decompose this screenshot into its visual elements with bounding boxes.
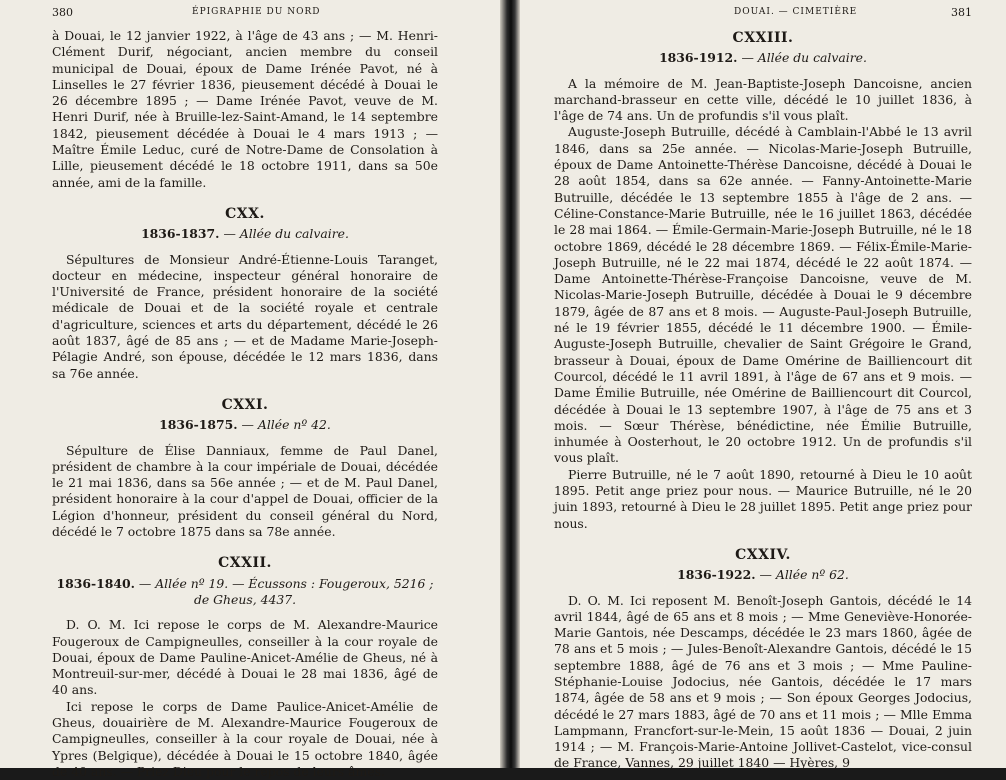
left-running-title: ÉPIGRAPHIE DU NORD	[192, 7, 321, 17]
section-heading-cxx	[52, 226, 438, 242]
section-location: — Allée nº 19. — Écussons : Fougeroux, 5216 ; de Gheus, 4437.	[134, 575, 434, 607]
section-location: — Allée du calvaire.	[219, 226, 349, 242]
section-paragraph: Sépulture de Élise Danniaux, femme de Paul Danel, président de chambre à la cour impériale de Douai, décédée le 21 mai 1836, dans sa 56e année ; — et de M. Paul Danel, président honoraire à la cour d'appel de Douai, officier de la Légion d'honneur, président du conseil général du Nord, décédé le 7 octobre 1875 dans sa 78e année.	[52, 442, 438, 540]
section-paragraph: Pierre Butruille, né le 7 août 1890, retourné à Dieu le 10 août 1895. Petit ange priez pour nous. — Maurice Butruille, né le 20 juin 1893, retourné à Dieu le 28 juillet 1895. Petit ange priez pour nous.	[554, 466, 972, 531]
section-number-cxxiii: CXXIII.	[732, 30, 794, 46]
section-heading-cxxiv	[554, 567, 972, 583]
section-paragraph: D. O. M. Ici reposent M. Benoît-Joseph Gantois, décédé le 14 avril 1844, âgé de 65 ans et 8 mois ; — Mme Geneviève-Honorée-Marie Gantois, née Descamps, décédée le 23 mars 1860, âgée de 78 ans et 5 mois ; — Jules-Benoît-Alexandre Gantois, décédé le 15 septembre 1888, âgé de 76 ans et 3 mois ; — Mme Pauline-Stéphanie-Louise Jodocius, née Gantois, décédée le 17 mars 1874, âgée de 58 ans et 9 mois ; — Son époux Georges Jodocius, décédé le 27 mars 1883, âgé de 70 ans et 11 mois ; — Mlle Emma Lampmann, Francfort-sur-le-Mein, 15 août 1836 — Douai, 2 juin 1914 ; — M. François-Marie-Antoine Jollivet-Castelot, vice-consul de France, Vannes, 29 juillet 1840 — Hyères, 9	[554, 592, 972, 771]
section-years: 1836-1922.	[677, 567, 756, 583]
section-location: — Allée nº 62.	[755, 567, 849, 583]
intro-paragraph: à Douai, le 12 janvier 1922, à l'âge de 43 ans ; — M. Henri-Clément Durif, négociant, ancien membre du conseil municipal de Douai, époux de Dame Irénée Pavot, né à Linselles le 27 février 1836, pieusement décédé à Douai le 26 décembre 1895 ; — Dame Irénée Pavot, veuve de M. Henri Durif, née à Bruille-lez-Saint-Amand, le 14 septembre 1842, pieusement décédée à Douai le 4 mars 1913 ; — Maître Émile Leduc, curé de Notre-Dame de Consolation à Lille, pieusement décédé le 18 octobre 1911, dans sa 50e année, ami de la famille.	[52, 28, 438, 190]
right-page-text	[554, 30, 972, 772]
section-paragraph: A la mémoire de M. Jean-Baptiste-Joseph Dancoisne, ancien marchand-brasseur en cette ville, décédé le 10 juillet 1836, à l'âge de 74 ans. Un de profundis s'il vous plaît.	[554, 75, 972, 124]
right-running-title: DOUAI. — CIMETIÈRE	[734, 7, 858, 17]
section-years: 1836-1875.	[159, 417, 238, 433]
section-years: 1836-1840.	[56, 575, 135, 591]
right-page	[520, 0, 1006, 771]
section-location: — Allée du calvaire.	[737, 50, 867, 66]
section-heading-cxxiii	[554, 50, 972, 66]
section-heading-cxxi	[52, 417, 438, 433]
section-years: 1836-1837.	[141, 226, 220, 242]
left-page	[0, 0, 500, 779]
section-years: 1836-1912.	[659, 50, 738, 66]
section-number-cxxii: CXXII.	[218, 555, 272, 572]
section-number-cxxi: CXXI.	[221, 396, 269, 413]
section-paragraph: Ici repose le corps de Dame Paulice-Anicet-Amélie de Gheus, douairière de M. Alexandre-Maurice Fougeroux de Campigneulles, conseiller à la cour royale de Douai, née à Ypres (Belgique), décédée à Douai le 15 octobre 1840, âgée de 40 ans. — Priez Dieu pour le repos de leurs âmes.	[52, 698, 438, 779]
book-gutter	[500, 0, 520, 768]
right-page-number: 381	[951, 6, 972, 19]
section-number-cxx: CXX.	[225, 205, 265, 222]
left-page-text	[52, 28, 438, 780]
left-running-head	[52, 6, 438, 28]
left-page-number: 380	[52, 6, 73, 19]
section-paragraph: D. O. M. Ici repose le corps de M. Alexandre-Maurice Fougeroux de Campigneulles, conseiller à la cour royale de Douai, époux de Dame Pauline-Anicet-Amélie de Gheus, né à Montreuil-sur-mer, décédé à Douai le 28 mai 1836, âgé de 40 ans.	[52, 617, 438, 698]
section-heading-cxxii	[52, 576, 438, 609]
section-paragraph: Auguste-Joseph Butruille, décédé à Camblain-l'Abbé le 13 avril 1846, dans sa 25e année. — Nicolas-Marie-Joseph Butruille, époux de Dame Antoinette-Thérèse Dancoisne, décédé à Douai le 28 août 1854, dans sa 62e année. — Fanny-Antoinette-Marie Butruille, décédée le 13 septembre 1855 à l'âge de 2 ans. — Céline-Constance-Marie Butruille, née le 16 juillet 1863, décédée le 28 mai 1864. — Émile-Germain-Marie-Joseph Butruille, né le 18 octobre 1869, décédé le 28 décembre 1869. — Félix-Émile-Marie-Joseph Butruille, né le 22 mai 1874, décédé le 22 août 1874. — Dame Antoinette-Thérèse-Françoise Dancoisne, veuve de M. Nicolas-Marie-Joseph Butruille, décédée à Douai le 9 décembre 1879, âgée de 87 ans et 8 mois. — Auguste-Paul-Joseph Butruille, né le 19 février 1855, décédé le 11 décembre 1900. — Émile-Auguste-Joseph Butruille, chevalier de Saint Grégoire le Grand, brasseur à Douai, époux de Dame Omérine de Bailliencourt dit Courcol, décédé le 11 avril 1891, à l'âge de 67 ans et 9 mois. — Dame Émilie Butruille, née Omérine de Bailliencourt dit Courcol, décédée à Douai le 13 septembre 1907, à l'âge de 75 ans et 3 mois. — Sœur Thérèse, bénédictine, née Émilie Butruille, inhumée à Oosterhout, le 20 octobre 1912. Un de profundis s'il vous plaît.	[554, 124, 972, 466]
section-number-cxxiv: CXXIV.	[735, 546, 791, 563]
right-running-head	[554, 6, 972, 28]
section-paragraph: Sépultures de Monsieur André-Étienne-Louis Taranget, docteur en médecine, inspecteur général honoraire de l'Université de France, président honoraire de la société médicale de Douai et de la société royale et centrale d'agriculture, sciences et arts du département, décédé le 26 août 1837, âgé de 85 ans ; — et de Madame Marie-Joseph-Pélagie André, son épouse, décédée le 12 mars 1836, dans sa 76e année.	[52, 251, 438, 381]
section-location: — Allée nº 42.	[237, 417, 331, 433]
